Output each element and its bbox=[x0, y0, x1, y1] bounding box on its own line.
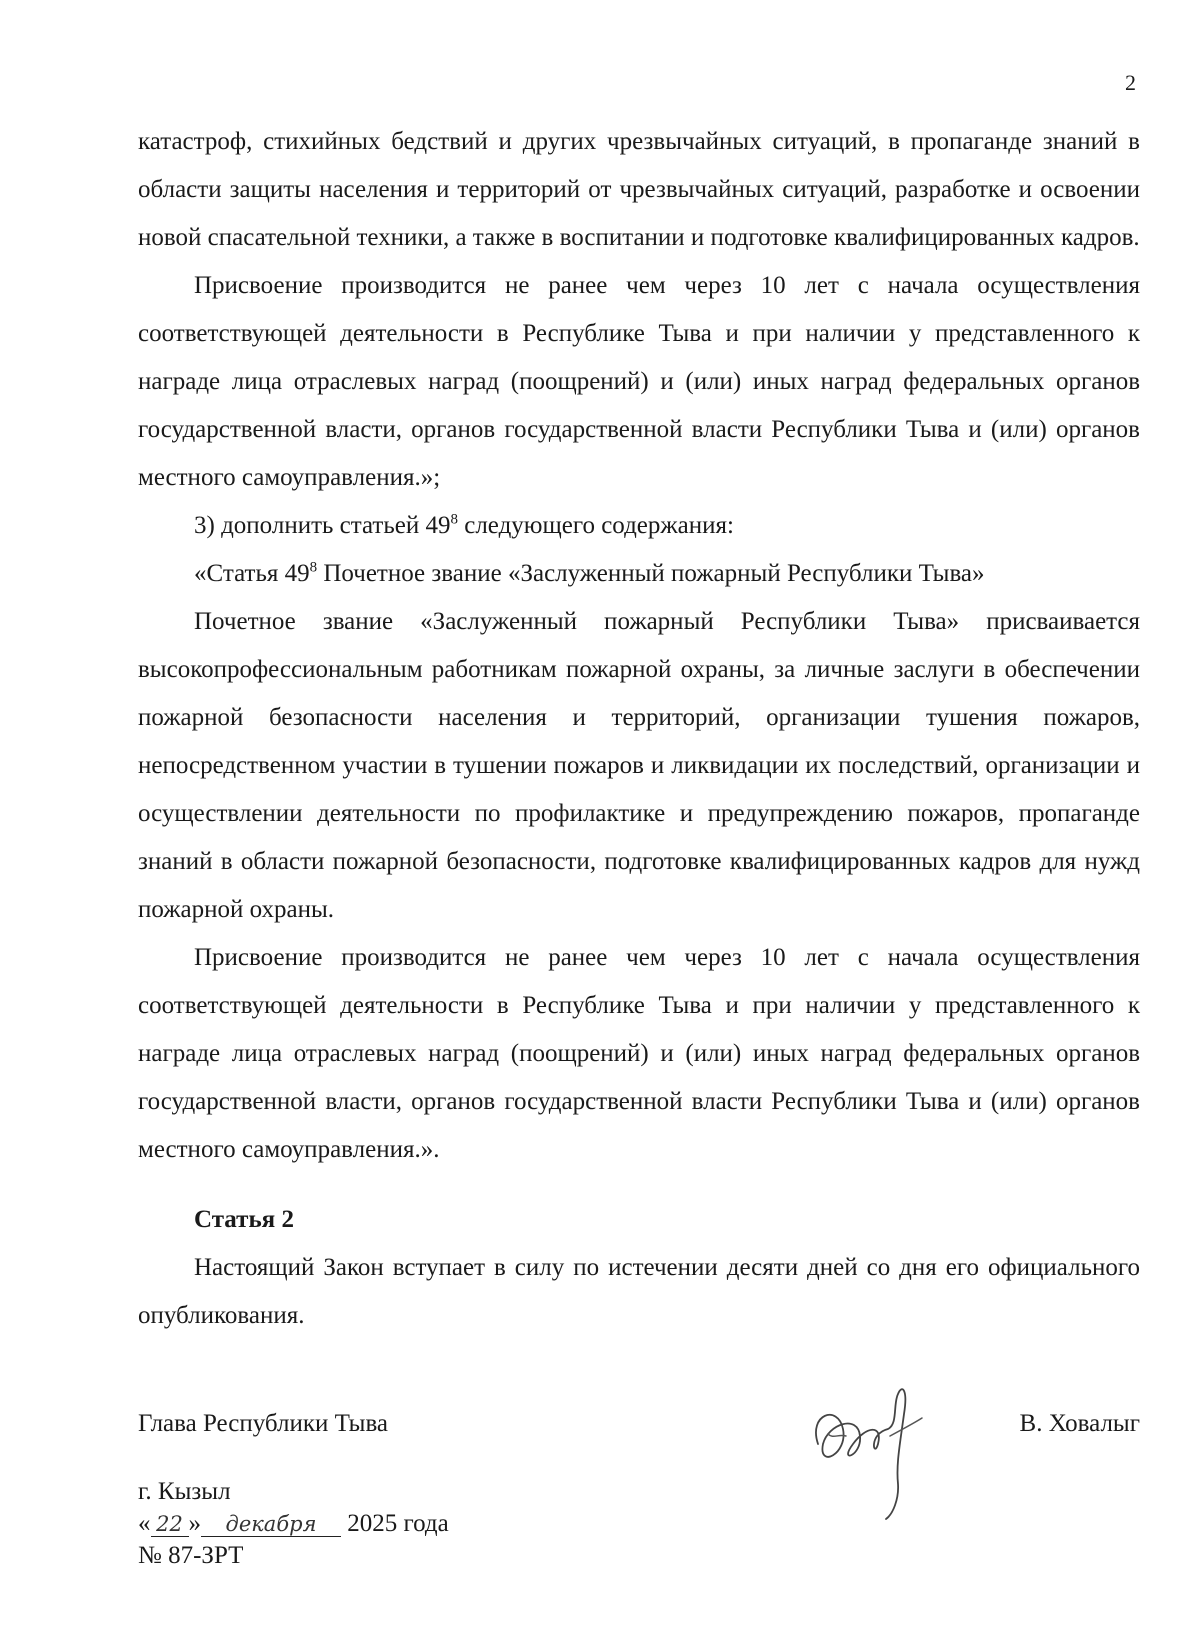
handwritten-day: 22 bbox=[151, 1512, 189, 1537]
article-title-after: Почетное звание «Заслуженный пожарный Республики Тыва» bbox=[317, 560, 985, 587]
date-close-quote: » bbox=[188, 1510, 201, 1537]
date-line bbox=[138, 1508, 449, 1540]
article-2-heading: Статья 2 bbox=[194, 1206, 294, 1233]
place: г. Кызыл bbox=[138, 1478, 231, 1505]
amendment-item-3 bbox=[138, 502, 1140, 550]
paragraph: Присвоение производится не ранее чем через 10 лет с начала осуществления соответствующей деятельности в Республике Тыва и при наличии у представленного к награде лица отраслевых наград (поощрений) и (или) иных наград федеральных органов государственной власти, органов государственной власти Республики Тыва и (или) органов местного самоуправления.». bbox=[138, 944, 1140, 1163]
item3-superscript: 8 bbox=[450, 511, 458, 528]
signatory-title: Глава Республики Тыва bbox=[138, 1410, 389, 1437]
place-date-block bbox=[138, 1476, 449, 1572]
page-number: 2 bbox=[1125, 70, 1136, 95]
date-open-quote: « bbox=[138, 1510, 151, 1537]
article-title-superscript: 8 bbox=[309, 559, 318, 576]
article-49-8-title bbox=[138, 550, 1140, 598]
item3-text-before: 3) дополнить статьей 49 bbox=[194, 512, 451, 539]
handwritten-month: декабря bbox=[201, 1512, 341, 1537]
article-title-before: «Статья 49 bbox=[194, 560, 310, 587]
paragraph: катастроф, стихийных бедствий и других чрезвычайных ситуаций, в пропаганде знаний в области защиты населения и территорий от чрезвычайных ситуаций, разработке и освоении новой спасательной техники, а также в воспитании и подготовке квалифицированных кадров. bbox=[138, 128, 1140, 251]
document-body bbox=[138, 118, 1140, 1340]
handwritten-signature-icon bbox=[798, 1374, 928, 1524]
date-year: 2025 года bbox=[347, 1510, 449, 1537]
law-number: № 87-ЗРТ bbox=[138, 1542, 244, 1569]
paragraph: Почетное звание «Заслуженный пожарный Республики Тыва» присваивается высокопрофессиональным работникам пожарной охраны, за личные заслуги в обеспечении пожарной безопасности населения и территорий, организации тушения пожаров, непосредственном участии в тушении пожаров и ликвидации их последствий, организации и осуществлении деятельности по профилактике и предупреждению пожаров, пропаганде знаний в области пожарной безопасности, подготовке квалифицированных кадров для нужд пожарной охраны. bbox=[138, 608, 1140, 923]
signatory-name: В. Ховалыг bbox=[1019, 1410, 1140, 1437]
item3-text-after: следующего содержания: bbox=[457, 512, 734, 539]
paragraph: Присвоение производится не ранее чем через 10 лет с начала осуществления соответствующей деятельности в Республике Тыва и при наличии у представленного к награде лица отраслевых наград (поощрений) и (или) иных наград федеральных органов государственной власти, органов государственной власти Республики Тыва и (или) органов местного самоуправления.»; bbox=[138, 272, 1140, 491]
article-2-text: Настоящий Закон вступает в силу по истечении десяти дней со дня его официального опубликования. bbox=[138, 1254, 1140, 1329]
